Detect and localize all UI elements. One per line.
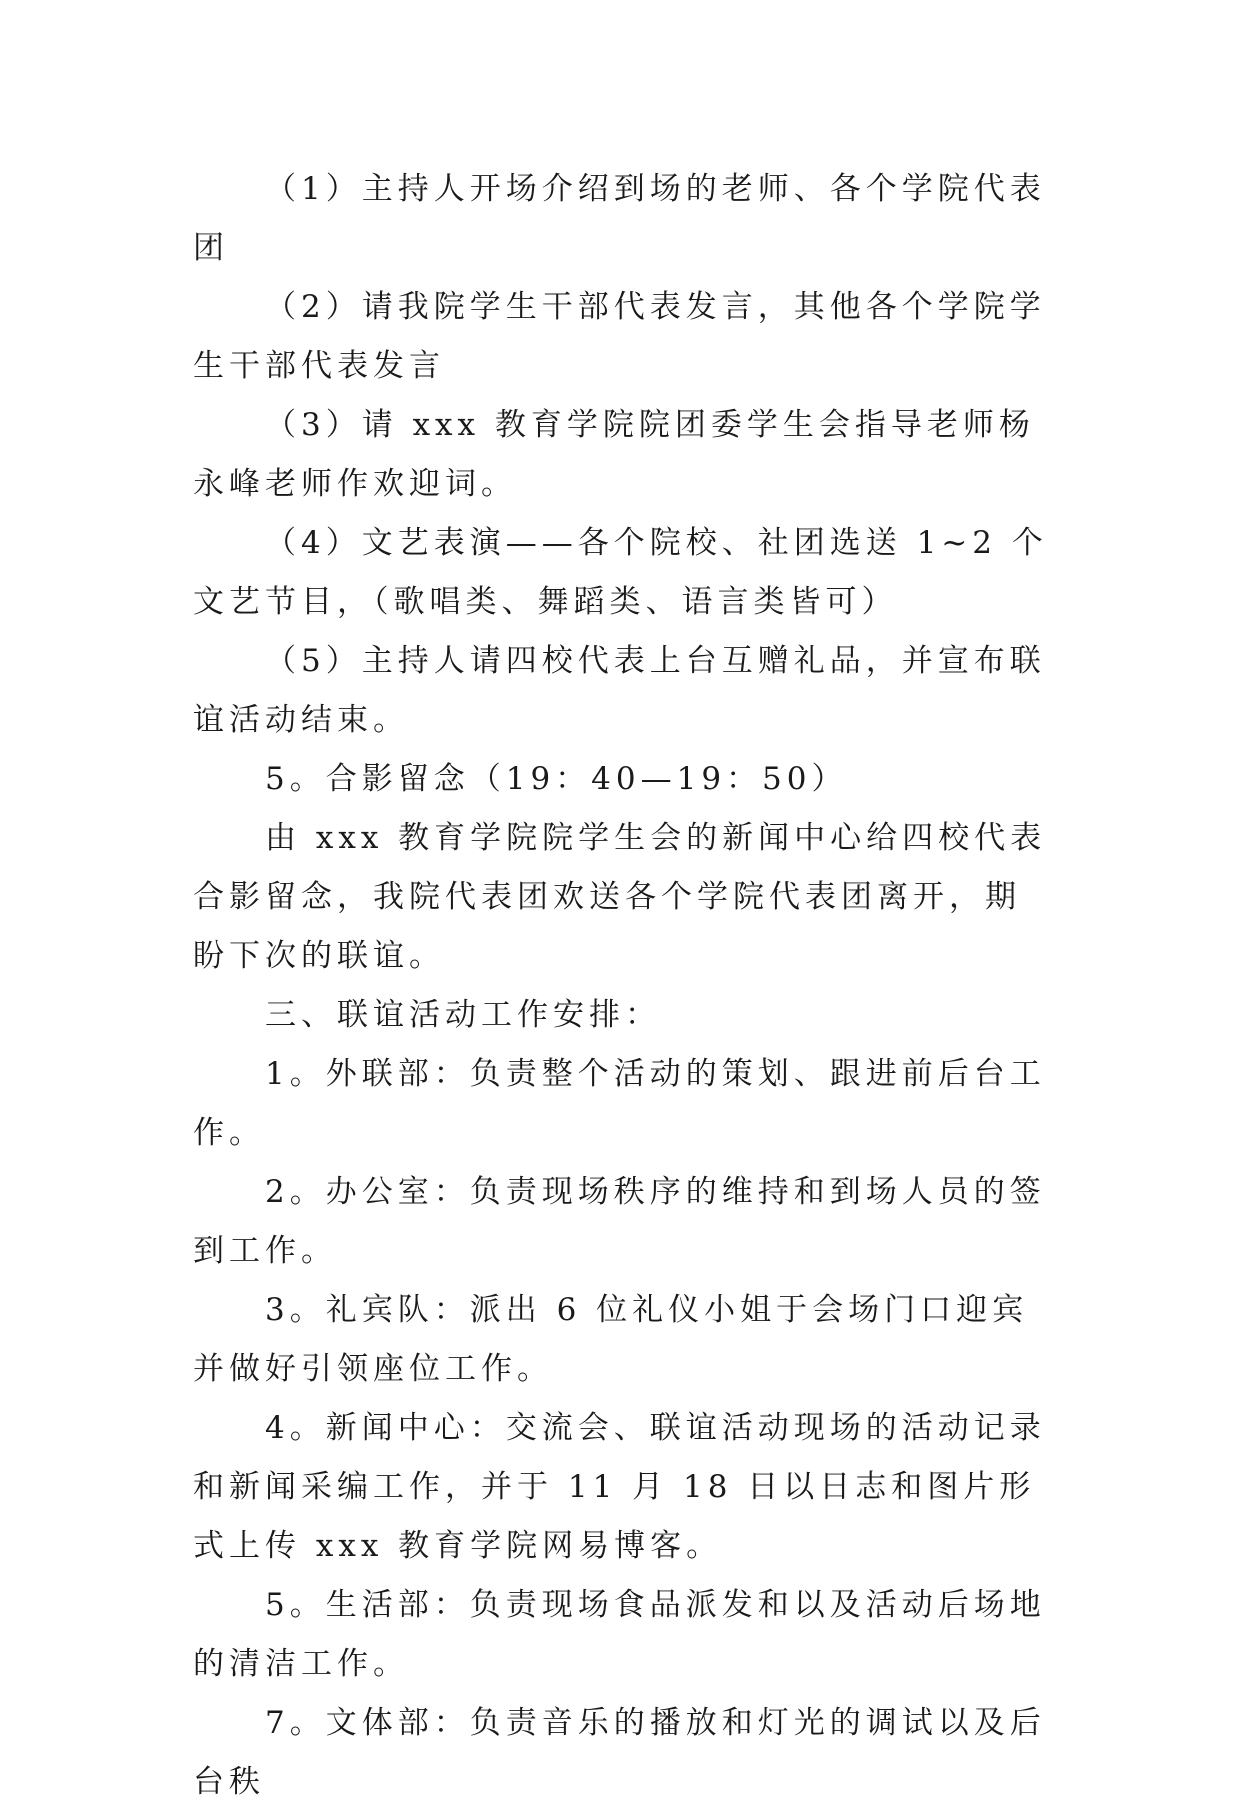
paragraph-11: 3。礼宾队：派出 6 位礼仪小姐于会场门口迎宾并做好引领座位工作。 — [193, 1292, 1029, 1387]
paragraph-12: 4。新闻中心：交流会、联谊活动现场的活动记录和新闻采编工作，并于 11 月 18 日以日志和图片形式上传 xxx 教育学院网易博客。 — [193, 1410, 1046, 1564]
paragraph-5: （5）主持人请四校代表上台互赠礼品，并宣布联谊活动结束。 — [193, 643, 1046, 738]
section-heading-arrangements: 三、联谊活动工作安排： — [265, 997, 661, 1033]
paragraph-13: 5。生活部：负责现场食品派发和以及活动后场地的清洁工作。 — [193, 1587, 1046, 1682]
paragraph-14: 7。文体部：负责音乐的播放和灯光的调试以及后台秩 — [193, 1705, 1046, 1800]
paragraph-7: 由 xxx 教育学院院学生会的新闻中心给四校代表合影留念，我院代表团欢送各个学院代表团离开，期盼下次的联谊。 — [193, 820, 1047, 974]
paragraph-2: （2）请我院学生干部代表发言，其他各个学院学生干部代表发言 — [193, 289, 1046, 384]
paragraph-10: 2。办公室：负责现场秩序的维持和到场人员的签到工作。 — [193, 1174, 1046, 1269]
paragraph-3: （3）请 xxx 教育学院院团委学生会指导老师杨永峰老师作欢迎词。 — [193, 407, 1035, 502]
paragraph-9: 1。外联部：负责整个活动的策划、跟进前后台工作。 — [193, 1056, 1046, 1151]
section-heading-photo: 5。合影留念（19：40—19：50） — [265, 761, 848, 797]
paragraph-1: （1）主持人开场介绍到场的老师、各个学院代表团 — [193, 171, 1046, 266]
document-body — [193, 160, 1054, 1812]
paragraph-4: （4）文艺表演——各个院校、社团选送 1~2 个文艺节目，（歌唱类、舞蹈类、语言类皆可） — [193, 525, 1048, 620]
